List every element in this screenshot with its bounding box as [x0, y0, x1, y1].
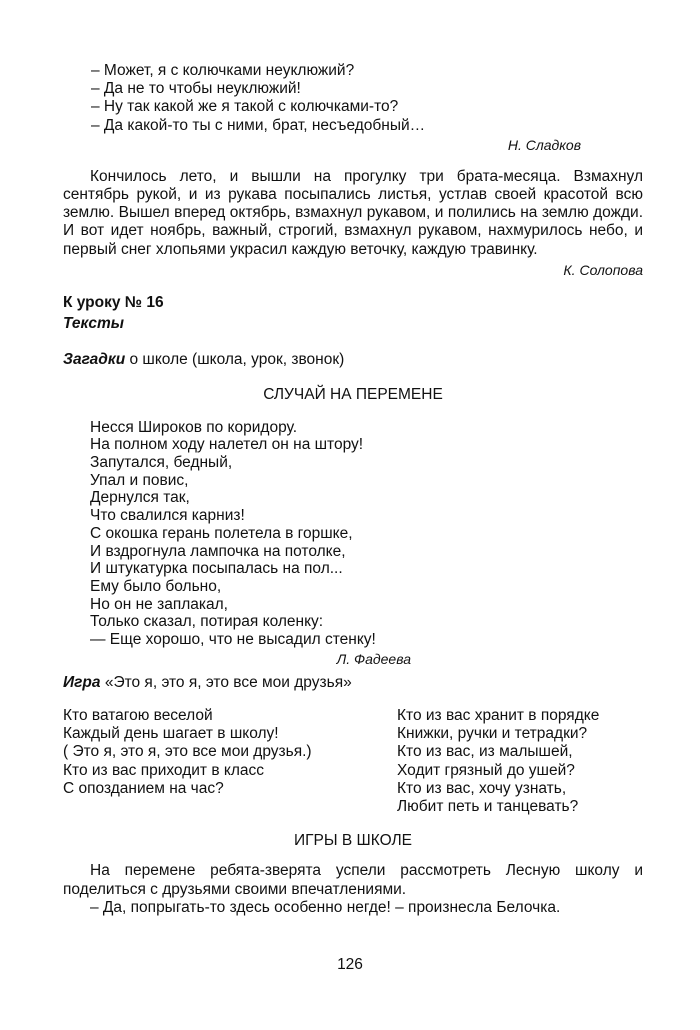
- game-verses: [63, 707, 643, 816]
- riddles-line: [63, 351, 643, 369]
- verse-line: ( Это я, это я, это все мои друзья.): [63, 743, 312, 761]
- game-verse-right: [397, 707, 643, 816]
- texts-heading: Тексты: [63, 315, 124, 333]
- poem: [63, 419, 643, 649]
- dialog-line: – Ну так какой же я такой с колючками-то?: [91, 98, 399, 116]
- author-solopova: К. Солопова: [563, 261, 643, 278]
- game-verse-left: [63, 707, 397, 816]
- poem-line: Что свалился карниз!: [90, 507, 245, 525]
- story-line: – Да, попрыгать-то здесь особенно негде! – произнесла Белочка.: [90, 898, 561, 916]
- verse-line: С опозданием на час?: [63, 779, 224, 797]
- poem-line: На полном ходу налетел он на штору!: [90, 436, 364, 454]
- hedgehog-dialog: [63, 62, 643, 135]
- author-fadeeva: Л. Фадеева: [336, 650, 411, 667]
- lesson-heading: К уроку № 16: [63, 293, 164, 311]
- poem-line: Несся Широков по коридору.: [90, 418, 298, 436]
- verse-line: Ходит грязный до ушей?: [397, 761, 575, 779]
- dialog-line: – Может, я с колючками неуклюжий?: [91, 62, 355, 79]
- verse-line: Любит петь и танцевать?: [397, 798, 579, 815]
- months-paragraph: Кончилось лето, и вышли на прогулку три брата-месяца. Взмахнул сентябрь рукой, и из рукава посыпались листья, устлав своей красотой всю землю. Вышел вперед октябрь, взмахнул рукавом, и полились на землю дожди. И вот идет ноябрь, важный, строгий, взмахнул рукавом, нахмурилось небо, и первый снег хлопьями украсил каждую веточку, каждую травинку.: [63, 167, 643, 258]
- game-text: «Это я, это я, это все мои друзья»: [100, 673, 352, 691]
- poem-line: Ему было больно,: [90, 577, 222, 595]
- verse-line: Кто из вас, из малышей,: [397, 743, 573, 761]
- verse-line: Кто из вас, хочу узнать,: [397, 779, 567, 797]
- riddles-text: о школе (школа, урок, звонок): [125, 351, 345, 369]
- poem-line: Только сказал, потирая коленку:: [90, 613, 324, 631]
- poem-line: С окошка герань полетела в горшке,: [90, 524, 353, 542]
- verse-line: Кто ватагою веселой: [63, 706, 213, 724]
- game-label: Игра: [63, 673, 101, 691]
- story-paragraph: На перемене ребята-зверята успели рассмотреть Лесную школу и поделиться с друзьями своими впечатлениями.: [63, 862, 643, 898]
- verse-line: Кто из вас хранит в порядке: [397, 706, 600, 724]
- poem-line: Но он не заплакал,: [90, 595, 228, 613]
- poem-title: СЛУЧАЙ НА ПЕРЕМЕНЕ: [263, 386, 443, 404]
- poem-line: И штукатурка посыпалась на пол...: [90, 560, 343, 578]
- author-sladkov: Н. Сладков: [507, 136, 581, 153]
- page-number: 126: [337, 956, 363, 973]
- dialog-line: – Да какой-то ты с ними, брат, несъедобный…: [91, 116, 426, 134]
- page-content: [63, 62, 643, 917]
- poem-line: Упал и повис,: [90, 471, 189, 489]
- poem-line: Запутался, бедный,: [90, 454, 233, 472]
- verse-line: Каждый день шагает в школу!: [63, 725, 279, 743]
- game-line: [63, 674, 643, 692]
- dialog-line: – Да не то чтобы неуклюжий!: [91, 80, 301, 98]
- story-title: ИГРЫ В ШКОЛЕ: [294, 832, 412, 850]
- verse-line: Кто из вас приходит в класс: [63, 761, 264, 779]
- poem-line: — Еще хорошо, что не высадил стенку!: [90, 631, 376, 649]
- verse-line: Книжки, ручки и тетрадки?: [397, 725, 588, 743]
- poem-line: Дернулся так,: [90, 489, 190, 507]
- poem-line: И вздрогнула лампочка на потолке,: [90, 542, 346, 560]
- riddles-label: Загадки: [63, 351, 126, 369]
